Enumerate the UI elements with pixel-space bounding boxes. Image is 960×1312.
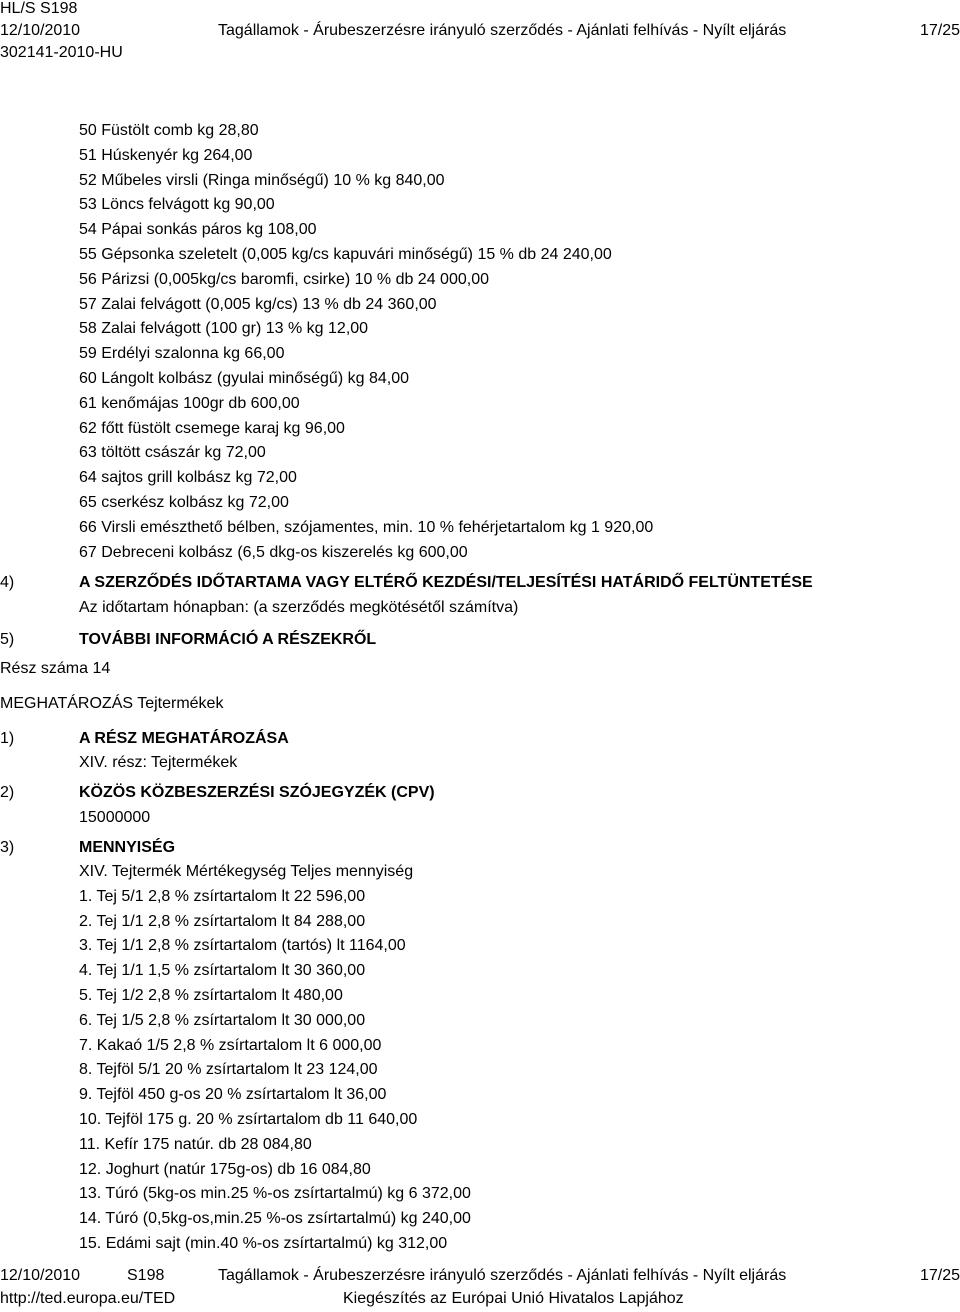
list-item: 50 Füstölt comb kg 28,80 [79, 122, 259, 139]
list-item: 61 kenőmájas 100gr db 600,00 [79, 394, 300, 412]
list-item: 59 Erdélyi szalonna kg 66,00 [79, 345, 285, 363]
list-item: 10. Tejföl 175 g. 20 % zsírtartalom db 11 640,00 [79, 1110, 418, 1128]
footer-supplement: Kiegészítés az Európai Unió Hivatalos Lapjához [343, 1290, 684, 1307]
list-item: 11. Kefír 175 natúr. db 28 084,80 [79, 1135, 312, 1153]
section-number: 3) [0, 839, 15, 856]
footer-title: Tagállamok - Árubeszerzésre irányuló szerződés - Ajánlati felhívás - Nyílt eljárás [218, 1267, 787, 1284]
list-item: 66 Virsli emészthető bélben, szójamentes, min. 10 % fehérjetartalom kg 1 920,00 [79, 518, 654, 536]
part-definition: MEGHATÁROZÁS Tejtermékek [0, 695, 224, 712]
list-item: 54 Pápai sonkás páros kg 108,00 [79, 221, 317, 239]
section-number: 5) [0, 631, 15, 648]
section-number: 4) [0, 574, 15, 591]
header-date: 12/10/2010 [0, 22, 81, 39]
header-row-1 [0, 0, 960, 19]
header-title: Tagállamok - Árubeszerzésre irányuló szerződés - Ajánlati felhívás - Nyílt eljárás [218, 22, 787, 39]
list-item: 60 Lángolt kolbász (gyulai minőségű) kg 84,00 [79, 369, 409, 387]
section-heading: A RÉSZ MEGHATÁROZÁSA [79, 730, 289, 747]
part-number: Rész száma 14 [0, 660, 111, 677]
footer-doc-code: S198 [127, 1267, 165, 1284]
list-item: 64 sajtos grill kolbász kg 72,00 [79, 469, 297, 487]
header-row-3 [0, 41, 960, 63]
section-number: 1) [0, 730, 15, 747]
list-item: 12. Joghurt (natúr 175g-os) db 16 084,80 [79, 1160, 371, 1178]
product-list-meat [79, 119, 653, 565]
footer-page-number: 17/25 [919, 1267, 960, 1284]
list-item: 3. Tej 1/1 2,8 % zsírtartalom (tartós) lt 1164,00 [79, 937, 406, 955]
page-header [0, 0, 960, 66]
list-item: 6. Tej 1/5 2,8 % zsírtartalom lt 30 000,00 [79, 1011, 366, 1029]
header-doc-code: HL/S S198 [0, 0, 78, 17]
list-item: 51 Húskenyér kg 264,00 [79, 146, 253, 164]
list-item: 65 cserkész kolbász kg 72,00 [79, 493, 289, 511]
section-text: Az időtartam hónapban: (a szerződés megkötésétől számítva) [79, 599, 519, 616]
section-heading: A SZERZŐDÉS IDŐTARTAMA VAGY ELTÉRŐ KEZDÉSI/TELJESÍTÉSI HATÁRIDŐ FELTÜNTETÉSE [79, 574, 813, 591]
list-item: 15. Edámi sajt (min.40 %-os zsírtartalmú) kg 312,00 [79, 1234, 448, 1252]
list-item: 2. Tej 1/1 2,8 % zsírtartalom lt 84 288,00 [79, 912, 366, 930]
list-item: 5. Tej 1/2 2,8 % zsírtartalom lt 480,00 [79, 986, 343, 1004]
list-item: 4. Tej 1/1 1,5 % zsírtartalom lt 30 360,00 [79, 962, 366, 980]
section-text: XIV. rész: Tejtermékek [79, 754, 238, 771]
list-item: 62 főtt füstölt csemege karaj kg 96,00 [79, 419, 345, 437]
list-item: 57 Zalai felvágott (0,005 kg/cs) 13 % db 24 360,00 [79, 295, 437, 313]
list-item: 53 Löncs felvágott kg 90,00 [79, 196, 275, 214]
header-page-number: 17/25 [919, 22, 960, 39]
list-item: 1. Tej 5/1 2,8 % zsírtartalom lt 22 596,00 [79, 887, 366, 905]
cpv-code: 15000000 [79, 809, 151, 826]
list-item: 56 Párizsi (0,005kg/cs baromfi, csirke) 10 % db 24 000,00 [79, 270, 489, 288]
list-item: 8. Tejföl 5/1 20 % zsírtartalom lt 23 124,00 [79, 1061, 378, 1079]
header-row-2 [0, 19, 960, 41]
section-number: 2) [0, 784, 15, 801]
list-item: 58 Zalai felvágott (100 gr) 13 % kg 12,00 [79, 320, 369, 338]
product-list-dairy [79, 860, 471, 1257]
list-header: XIV. Tejtermék Mértékegység Teljes mennyiség [79, 863, 414, 880]
list-item: 9. Tejföl 450 g-os 20 % zsírtartalom lt 36,00 [79, 1086, 387, 1104]
list-item: 13. Túró (5kg-os min.25 %-os zsírtartalmú) kg 6 372,00 [79, 1185, 471, 1203]
footer-row-1 [0, 1264, 960, 1287]
list-item: 55 Gépsonka szeletelt (0,005 kg/cs kapuvári minőségű) 15 % db 24 240,00 [79, 245, 612, 263]
list-item: 14. Túró (0,5kg-os,min.25 %-os zsírtartalmú) kg 240,00 [79, 1210, 471, 1228]
footer-row-2 [0, 1287, 960, 1310]
section-heading: MENNYISÉG [79, 839, 176, 856]
section-heading: TOVÁBBI INFORMÁCIÓ A RÉSZEKRŐL [79, 631, 377, 648]
footer-url[interactable]: http://ted.europa.eu/TED [0, 1290, 176, 1307]
section-heading: KÖZÖS KÖZBESZERZÉSI SZÓJEGYZÉK (CPV) [79, 784, 435, 801]
header-notice-id: 302141-2010-HU [0, 44, 123, 61]
footer-date: 12/10/2010 [0, 1267, 81, 1284]
list-item: 52 Műbeles virsli (Ringa minőségű) 10 % kg 840,00 [79, 171, 445, 189]
list-item: 63 töltött császár kg 72,00 [79, 444, 266, 462]
list-item: 67 Debreceni kolbász (6,5 dkg-os kiszerelés kg 600,00 [79, 543, 468, 561]
list-item: 7. Kakaó 1/5 2,8 % zsírtartalom lt 6 000,00 [79, 1036, 382, 1054]
page-footer [0, 1264, 960, 1310]
